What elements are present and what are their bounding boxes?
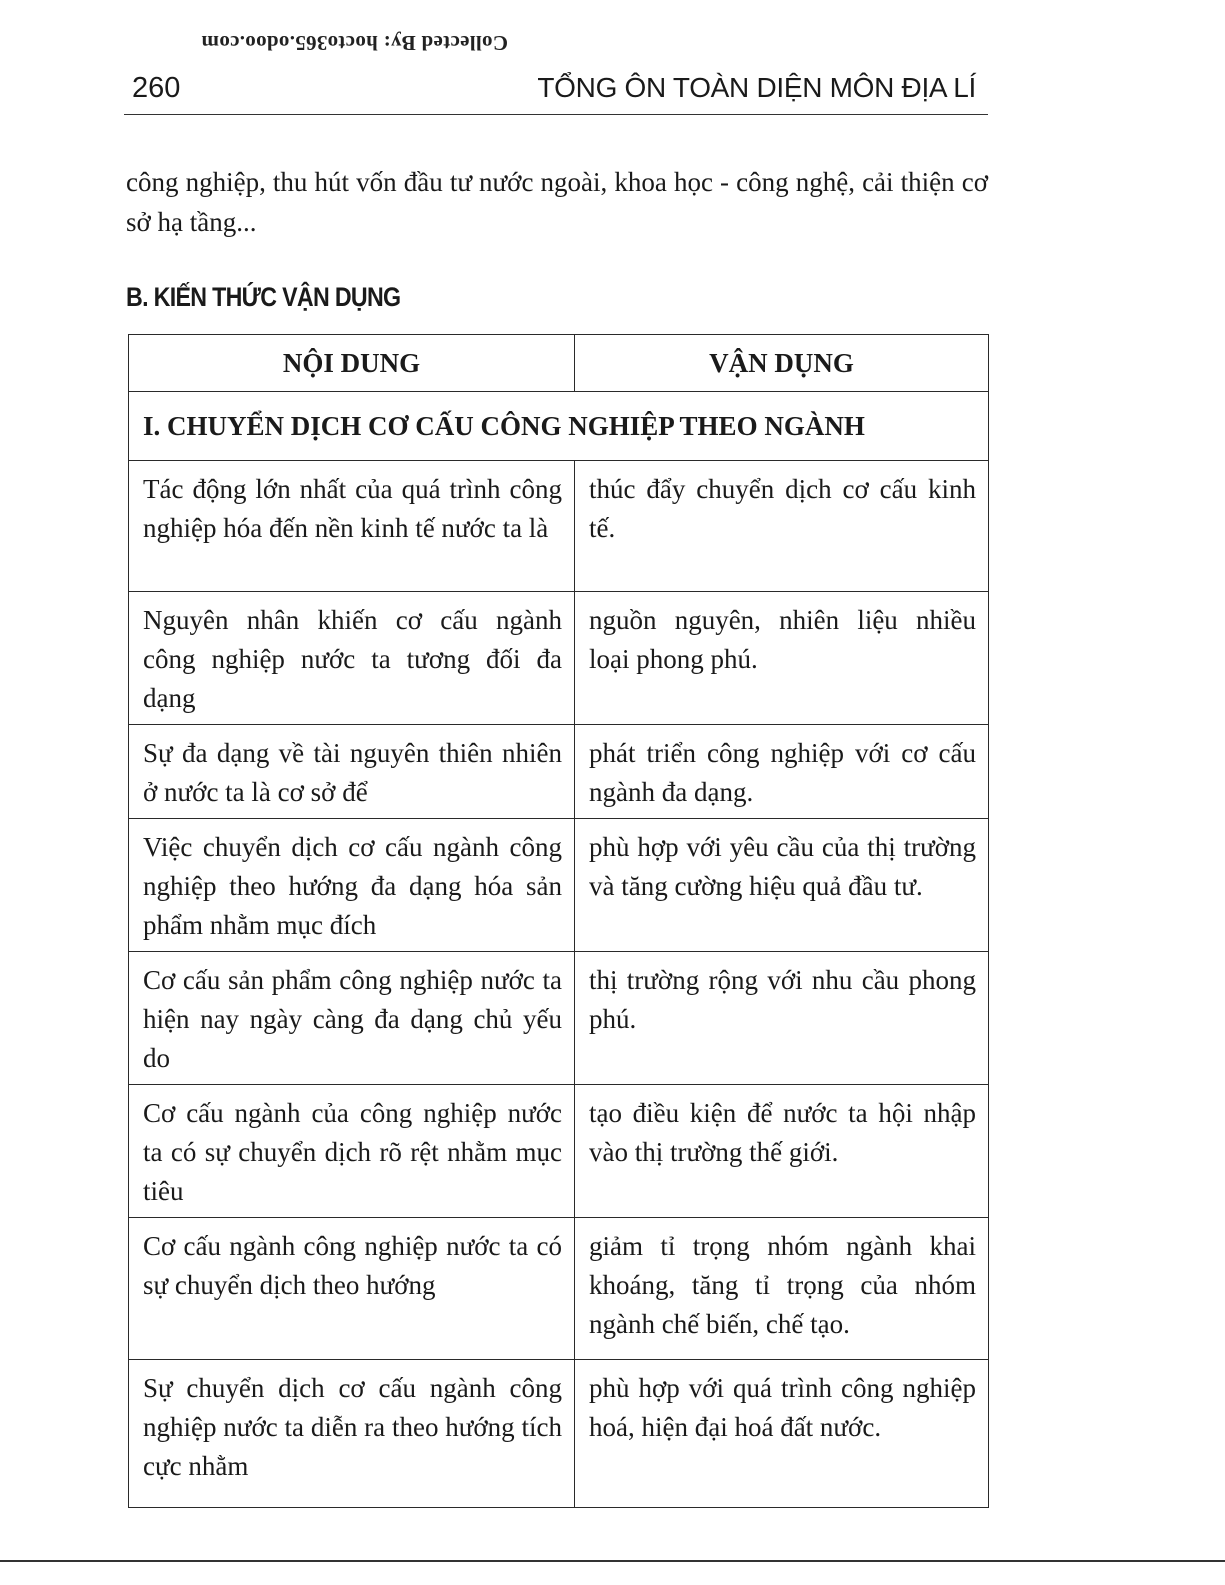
row-application-cell: phù hợp với yêu cầu của thị trường và tăng cường hiệu quả đầu tư. (575, 819, 989, 952)
section-heading: B. KIẾN THỨC VẬN DỤNG (126, 282, 401, 312)
row-application-cell: phát triển công nghiệp với cơ cấu ngành đa dạng. (575, 725, 989, 819)
row-application-cell: nguồn nguyên, nhiên liệu nhiều loại phong phú. (575, 592, 989, 725)
column-header-application: VẬN DỤNG (575, 335, 989, 392)
table-row (129, 592, 989, 725)
table-section-row (129, 392, 989, 461)
column-header-content: NỘI DUNG (129, 335, 575, 392)
page-bottom-edge (0, 1560, 1225, 1562)
row-application-cell: phù hợp với quá trình công nghiệp hoá, hiện đại hoá đất nước. (575, 1360, 989, 1508)
row-content-cell: Cơ cấu sản phẩm công nghiệp nước ta hiện nay ngày càng đa dạng chủ yếu do (129, 952, 575, 1085)
row-application-cell: thị trường rộng với nhu cầu phong phú. (575, 952, 989, 1085)
table-row (129, 461, 989, 592)
table-header-row (129, 335, 989, 392)
row-content-cell: Sự chuyển dịch cơ cấu ngành công nghiệp nước ta diễn ra theo hướng tích cực nhằm (129, 1360, 575, 1508)
table-row (129, 725, 989, 819)
page-header (124, 68, 988, 115)
row-content-cell: Sự đa dạng về tài nguyên thiên nhiên ở nước ta là cơ sở để (129, 725, 575, 819)
row-application-cell: tạo điều kiện để nước ta hội nhập vào thị trường thế giới. (575, 1085, 989, 1218)
book-title: TỔNG ÔN TOÀN DIỆN MÔN ĐỊA LÍ (537, 72, 976, 103)
row-application-cell: thúc đẩy chuyển dịch cơ cấu kinh tế. (575, 461, 989, 592)
knowledge-table (128, 334, 989, 1508)
table-row (129, 819, 989, 952)
row-application-cell: giảm tỉ trọng nhóm ngành khai khoáng, tăng tỉ trọng của nhóm ngành chế biến, chế tạo. (575, 1218, 989, 1360)
table-row (129, 952, 989, 1085)
row-content-cell: Nguyên nhân khiến cơ cấu ngành công nghiệp nước ta tương đối đa dạng (129, 592, 575, 725)
table-row (129, 1360, 989, 1508)
table-row (129, 1085, 989, 1218)
row-content-cell: Việc chuyển dịch cơ cấu ngành công nghiệp theo hướng đa dạng hóa sản phẩm nhằm mục đích (129, 819, 575, 952)
row-content-cell: Cơ cấu ngành công nghiệp nước ta có sự chuyển dịch theo hướng (129, 1218, 575, 1360)
row-content-cell: Tác động lớn nhất của quá trình công nghiệp hóa đến nền kinh tế nước ta là (129, 461, 575, 592)
table-section-title: I. CHUYỂN DỊCH CƠ CẤU CÔNG NGHIỆP THEO NGÀNH (129, 392, 989, 461)
watermark-text: Collected By: hocto365.odoo.com (201, 31, 508, 55)
intro-paragraph: công nghiệp, thu hút vốn đầu tư nước ngoài, khoa học - công nghệ, cải thiện cơ sở hạ tầng... (126, 167, 988, 237)
row-content-cell: Cơ cấu ngành của công nghiệp nước ta có sự chuyển dịch rõ rệt nhằm mục tiêu (129, 1085, 575, 1218)
page-number: 260 (132, 72, 181, 104)
table-row (129, 1218, 989, 1360)
